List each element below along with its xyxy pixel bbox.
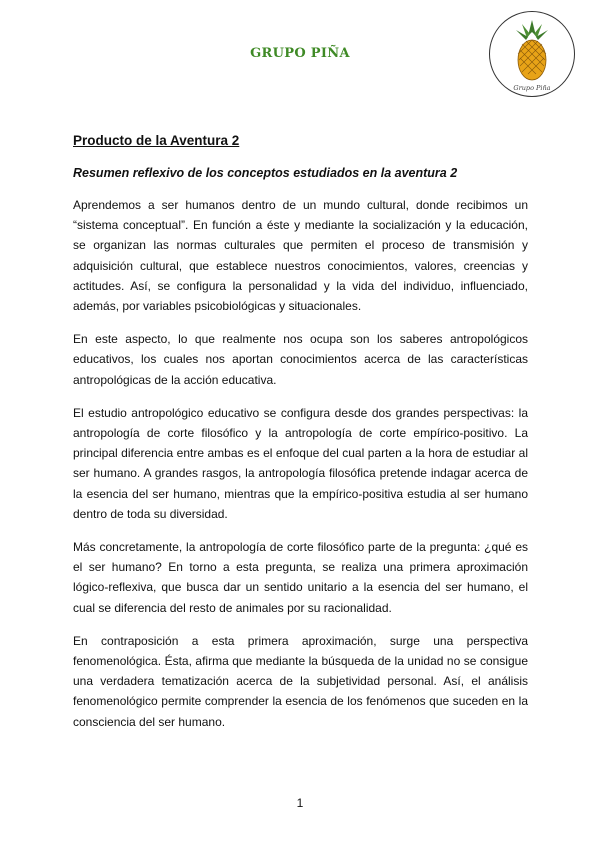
paragraph: En este aspecto, lo que realmente nos ocupa son los saberes antropológicos educativos, los cuales nos aportan conocimientos acerca de las características antropológicas de la acción educativa.	[73, 332, 528, 387]
paragraph: Aprendemos a ser humanos dentro de un mundo cultural, donde recibimos un “sistema conceptual”. En función a éste y mediante la socialización y la educación, se organizan las normas culturales que permiten el proceso de transmisión y adquisición cultural, que establece nuestros conocimientos, valores, creencias y actitudes. Así, se configura la personalidad y la vida del individuo, influenciado, además, por variables psicobiológicas y situacionales.	[73, 198, 528, 314]
group-title: GRUPO PIÑA	[250, 46, 350, 61]
logo-caption: Grupo Piña	[513, 84, 551, 92]
group-logo	[488, 10, 576, 98]
document-subheading: Resumen reflexivo de los conceptos estudiados en la aventura 2	[73, 166, 458, 180]
paragraph: Más concretamente, la antropología de corte filosófico parte de la pregunta: ¿qué es el ser humano? En torno a esta pregunta, se realiza una primera aproximación lógico-reflexiva, que busca dar un sentido unitario a la esencia del ser humano, el cual se diferencia del resto de animales por su racionalidad.	[73, 540, 528, 615]
page-number: 1	[296, 796, 304, 810]
paragraph: En contraposición a esta primera aproximación, surge una perspectiva fenomenológica. Ésta, afirma que mediante la búsqueda de la unidad no se consigue una verdadera tematización acerca de la subjetividad personal. Así, el análisis fenomenológico permite comprender la esencia de los fenómenos que suceden en la consciencia del ser humano.	[73, 633, 528, 729]
document-body	[73, 131, 528, 745]
pineapple-icon	[488, 10, 576, 98]
paragraph: El estudio antropológico educativo se configura desde dos grandes perspectivas: la antropología de corte filosófico y la antropología de corte empírico-positivo. La principal diferencia entre ambas es el enfoque del cual parten a la hora de estudiar al ser humano. A grandes rasgos, la antropología filosófica pretende indagar acerca de la esencia del ser humano, mientras que la empírico-positiva estudia al ser humano dentro de toda su diversidad.	[73, 405, 528, 521]
document-heading: Producto de la Aventura 2	[73, 133, 240, 148]
